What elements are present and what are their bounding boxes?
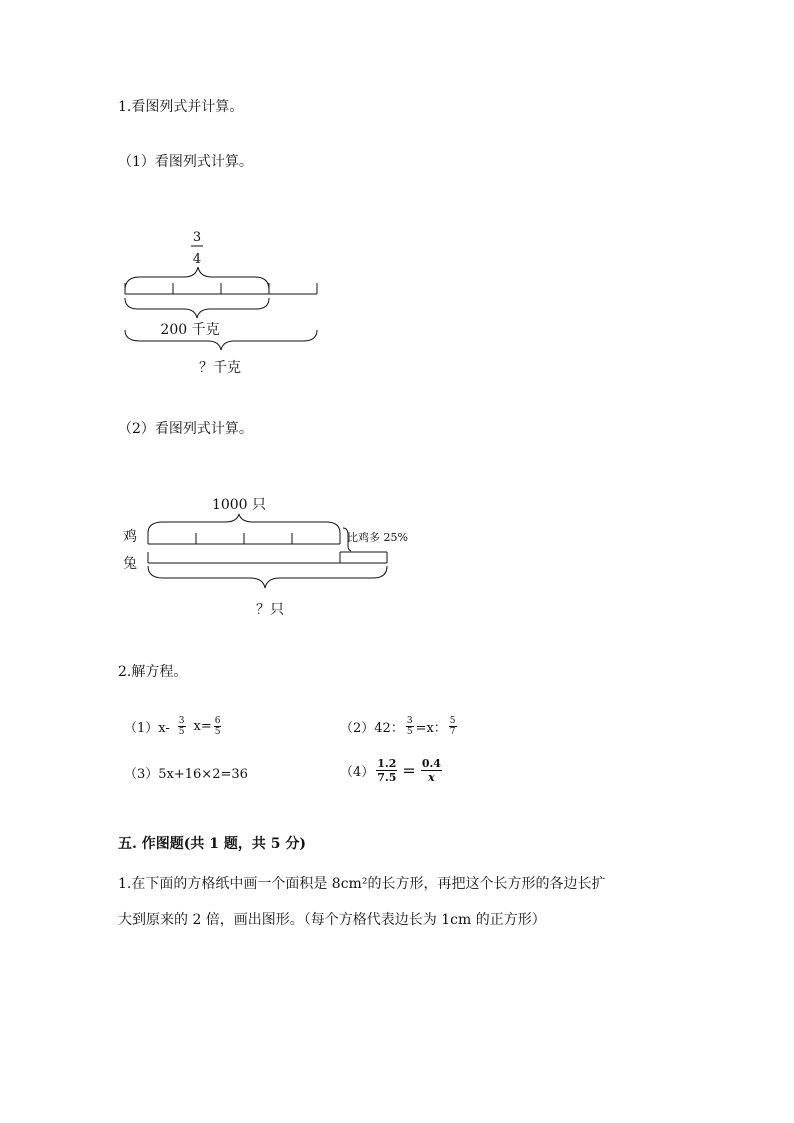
fraction-denominator: 5 (178, 727, 185, 737)
equation-4-equals: = (402, 761, 416, 780)
diagram-2-rabbit-label: 兔 (123, 556, 137, 572)
equation-1-mid: x= (193, 719, 212, 734)
fraction-denominator: 5 (214, 727, 221, 737)
section-5-question-line-2: 大到原来的 2 倍，画出图形。（每个方格代表边长为 1cm 的正方形） (118, 912, 546, 928)
fraction-numerator: 6 (214, 716, 221, 726)
equation-3: （3）5x+16×2=36 (124, 767, 248, 782)
fraction-denominator: 7.5 (377, 771, 397, 784)
fraction-denominator: 5 (406, 727, 413, 737)
equation-1 (124, 716, 223, 737)
equation-2-prefix: （2）42： (340, 721, 404, 736)
question-1-title: 1.看图列式并计算。 (118, 99, 244, 115)
equation-2 (340, 716, 459, 737)
equation-1-fraction-1 (178, 716, 186, 737)
diagram-2 (115, 488, 435, 623)
fraction-denominator: 7 (449, 727, 456, 737)
fraction-numerator: 3 (178, 716, 185, 726)
diagram-2-total-brace (148, 566, 387, 588)
fraction-numerator: 1.2 (377, 757, 397, 770)
equation-4-fraction-2 (421, 757, 442, 784)
equation-4 (340, 757, 444, 784)
diagram-1-part-label: 200 千克 (160, 322, 220, 338)
diagram-2-top-brace (148, 514, 340, 533)
fraction-denominator: x (428, 771, 435, 784)
diagram-1-top-brace (125, 267, 269, 290)
equation-4-fraction-1 (376, 757, 397, 784)
diagram-1-part-brace (125, 298, 269, 318)
equation-4-prefix: （4） (340, 765, 375, 780)
equation-1-prefix: （1）x- (124, 721, 170, 736)
section-5-question-line-1: 1.在下面的方格纸中画一个面积是 8cm²的长方形，再把这个长方形的各边长扩 (118, 876, 606, 892)
diagram-2-top-label: 1000 只 (211, 497, 267, 513)
fraction-numerator: 0.4 (421, 757, 441, 770)
section-5-heading: 五. 作图题(共 1 题，共 5 分) (118, 836, 306, 852)
diagram-2-total-label: ？只 (256, 602, 284, 618)
diagram-1-fraction-denominator: 4 (192, 252, 202, 267)
diagram-1-total-label: ？千克 (199, 360, 241, 376)
diagram-1-total-brace (125, 330, 317, 350)
question-1-sub1-label: （1）看图列式计算。 (118, 154, 253, 170)
question-1-sub2-label: （2）看图列式计算。 (118, 421, 253, 437)
diagram-2-more-label: 比鸡多 25% (347, 531, 408, 544)
diagram-1 (110, 225, 340, 380)
diagram-2-chicken-label: 鸡 (123, 529, 137, 545)
equation-2-fraction-1 (406, 716, 414, 737)
fraction-numerator: 5 (449, 716, 456, 726)
question-2-title: 2.解方程。 (118, 664, 188, 680)
fraction-numerator: 3 (406, 716, 413, 726)
equation-1-fraction-2 (214, 716, 222, 737)
equation-2-fraction-2 (449, 716, 457, 737)
equation-2-mid: =x： (415, 721, 447, 736)
diagram-1-fraction-numerator: 3 (192, 230, 202, 245)
